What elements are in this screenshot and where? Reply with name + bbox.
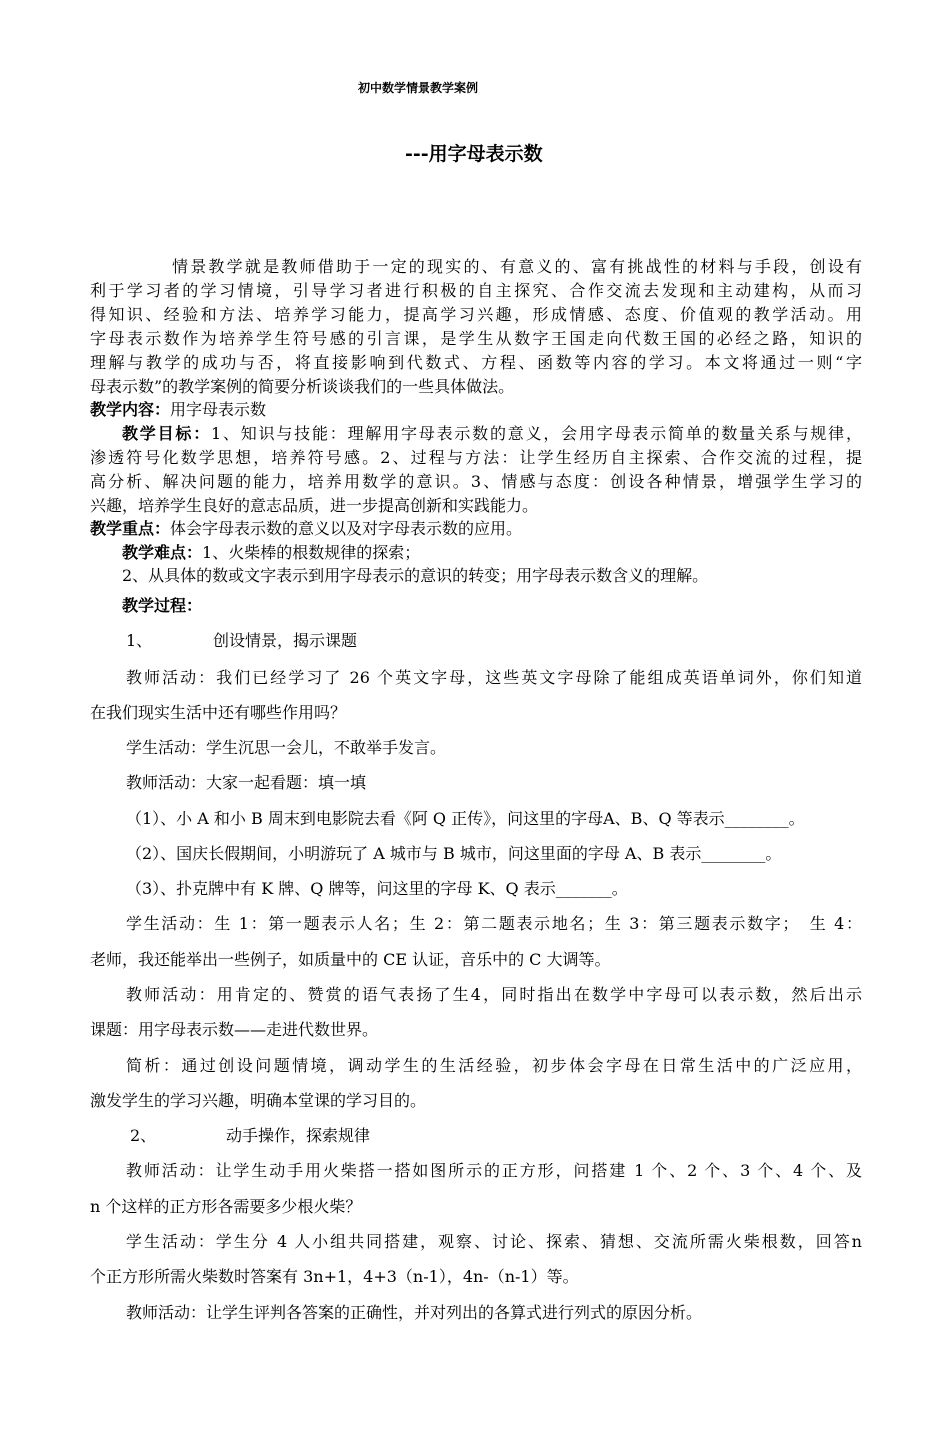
teaching-goals-line-3: 高分析、解决问题的能力，培养用数学的意识。3、情感与态度：创设各种情景，增强学生学习的 [90,472,862,491]
s2-teacher-2: 教师活动：让学生评判各答案的正确性，并对列出的各算式进行列式的原因分析。 [126,1303,703,1322]
teaching-goals-line-2: 渗透符号化数学思想，培养符号感。2、过程与方法：让学生经历自主探索、合作交流的过程，提 [90,448,862,467]
difficulties [122,543,420,563]
teaching-goals-label: 教学目标： [122,424,211,443]
s1-teacher-1b: 在我们现实生活中还有哪些作用吗？ [90,703,347,722]
intro-line-1: 情景教学就是教师借助于一定的现实的、有意义的、富有挑战性的材料与手段，创设有 [172,257,862,276]
key-points-text: 体会字母表示数的意义以及对字母表示数的应用。 [170,519,523,538]
section-1-title: 创设情景，揭示课题 [213,631,358,650]
section-1-number: 1、 [126,631,153,650]
difficulties-first: 1、火柴棒的根数规律的探索； [202,543,421,562]
teaching-content [90,400,266,420]
intro-line-3: 得知识、经验和方法、培养学习能力，提高学习兴趣，形成情感、态度、价值观的教学活动。用 [90,305,862,324]
intro-line-5: 理解与教学的成功与否，将直接影响到代数式、方程、函数等内容的学习。本文将通过一则“字 [90,353,862,372]
s1-teacher-3b: 课题：用字母表示数——走进代数世界。 [90,1020,379,1039]
document-header: 初中数学情景教学案例 [358,81,479,95]
s1-question-2: （2）、国庆长假期间，小明游玩了 A 城市与 B 城市，问这里面的字母 A、B 表示________。 [126,844,782,863]
teaching-content-text: 用字母表示数 [170,400,267,419]
intro-line-4: 字母表示数作为培养学生符号感的引言课，是学生从数字王国走向代数王国的必经之路，知识的 [90,329,862,348]
key-points [90,519,522,539]
document-title: ---用字母表示数 [405,143,543,165]
s1-question-3: （3）、扑克牌中有 K 牌、Q 牌等，问这里的字母 K、Q 表示_______。 [126,879,628,898]
intro-line-2: 利于学习者的学习情境，引导学习者进行积极的自主探究、合作交流去发现和主动建构，从而习 [90,281,862,300]
section-2-title: 动手操作，探索规律 [226,1126,371,1145]
s1-student-2a: 学生活动：生 1：第一题表示人名；生 2：第二题表示地名；生 3：第三题表示数字； 生 4： [126,914,862,933]
teaching-goals [122,424,862,444]
s2-student-1b: 个正方形所需火柴数时答案有 3n+1，4+3（n-1），4n-（n-1）等。 [90,1267,579,1286]
section-2-number: 2、 [130,1126,157,1145]
s2-teacher-1b: n 个这样的正方形各需要多少根火柴？ [90,1197,362,1216]
key-points-label: 教学重点： [90,519,171,538]
s2-teacher-1a: 教师活动：让学生动手用火柴搭一搭如图所示的正方形，问搭建 1 个、2 个、3 个、4 个、及 [126,1161,862,1180]
intro-line-6: 母表示数”的教学案例的简要分析谈谈我们的一些具体做法。 [90,377,515,396]
s1-student-1: 学生活动：学生沉思一会儿，不敢举手发言。 [126,738,447,757]
s2-student-1a: 学生活动：学生分 4 人小组共同搭建，观察、讨论、探索、猜想、交流所需火柴根数，回答n [126,1232,862,1251]
teaching-goals-line-4: 兴趣，培养学生良好的意志品质，进一步提高创新和实践能力。 [90,496,539,515]
s1-question-1: （1）、小 A 和小 B 周末到电影院去看《阿 Q 正传》，问这里的字母A、B、Q 等表示________。 [126,809,805,828]
difficulties-second: 2、从具体的数或文字表示到用字母表示的意识的转变；用字母表示数含义的理解。 [122,566,709,585]
s1-analysis-a: 简析：通过创设问题情境，调动学生的生活经验，初步体会字母在日常生活中的广泛应用， [126,1056,862,1075]
s1-teacher-1a: 教师活动：我们已经学习了 26 个英文字母，这些英文字母除了能组成英语单词外，你们知道 [126,668,862,687]
difficulties-label: 教学难点： [122,543,203,562]
teaching-content-label: 教学内容： [90,400,171,419]
s1-analysis-b: 激发学生的学习兴趣，明确本堂课的学习目的。 [90,1091,427,1110]
teaching-goals-first: 1、知识与技能：理解用字母表示数的意义，会用字母表示简单的数量关系与规律， [211,424,862,443]
s1-teacher-3a: 教师活动：用肯定的、赞赏的语气表扬了生4，同时指出在数学中字母可以表示数，然后出示 [126,985,862,1004]
s1-teacher-2: 教师活动：大家一起看题：填一填 [126,773,367,792]
s1-student-2b: 老师，我还能举出一些例子，如质量中的 CE 认证，音乐中的 C 大调等。 [90,950,611,969]
process-label: 教学过程： [122,596,203,615]
